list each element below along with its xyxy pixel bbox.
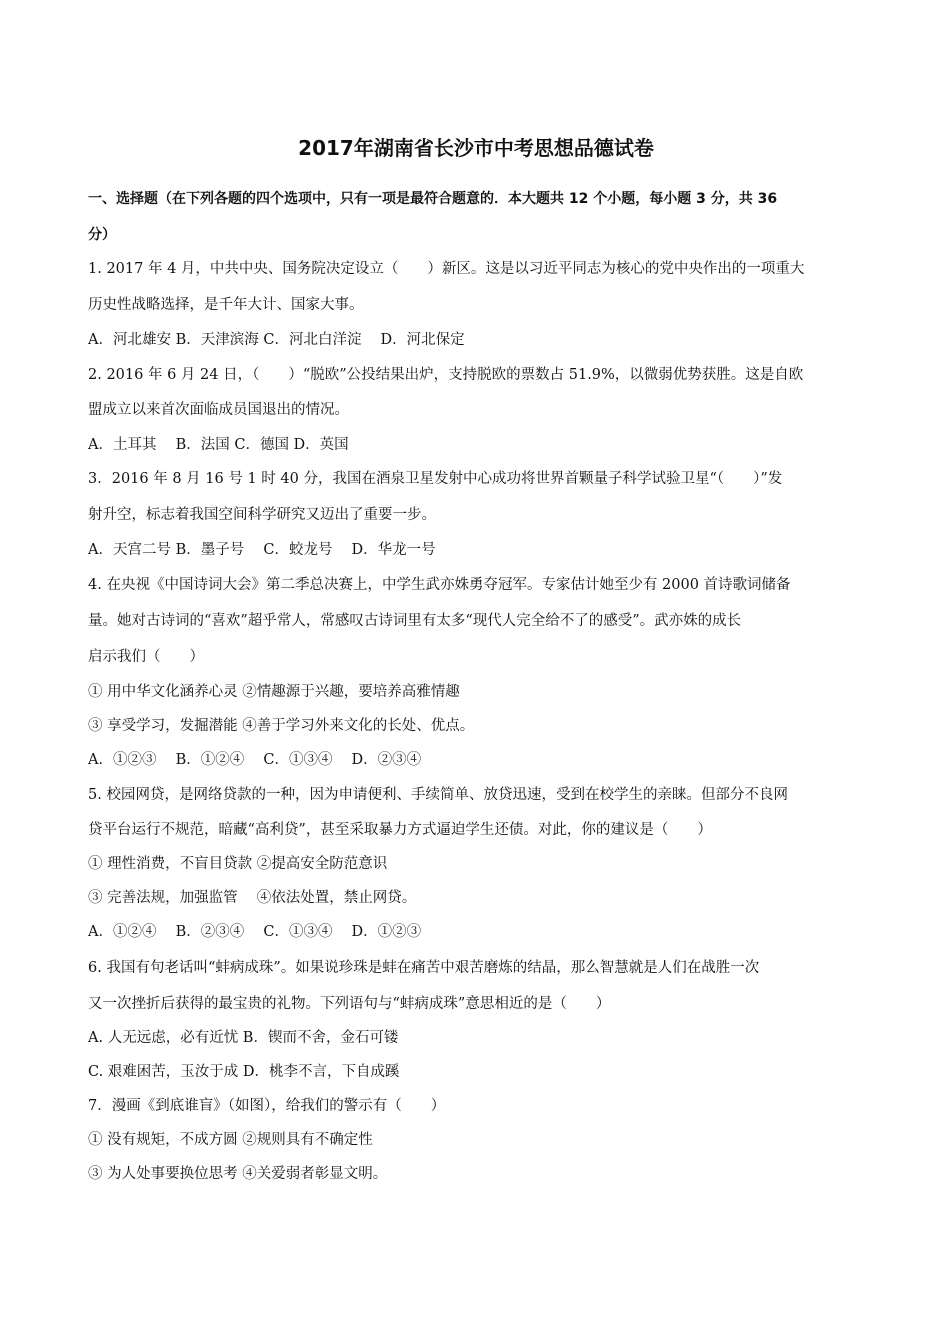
section-heading-line-2: 分）	[88, 227, 116, 243]
question-2-text-line-1: 2. 2016 年 6 月 24 日，（ ）“脱欧”公投结果出炉，支持脱欧的票数占 51.9%，以微弱优势获胜。这是自欧	[88, 367, 804, 383]
question-5-statements-1: ① 理性消费，不盲目贷款 ②提高安全防范意识	[88, 856, 388, 872]
question-5-text-line-1: 5. 校园网贷，是网络贷款的一种，因为申请便利、手续简单、放贷迅速，受到在校学生的亲睐。但部分不良网	[88, 787, 788, 803]
question-2-options: A．土耳其 B．法国 C．德国 D．英国	[88, 437, 349, 453]
question-6-text-line-2: 又一次挫折后获得的最宝贵的礼物。下列语句与“蚌病成珠”意思相近的是（ ）	[88, 996, 611, 1012]
question-3-text-line-1: 3．2016 年 8 月 16 号 1 时 40 分，我国在酒泉卫星发射中心成功将世界首颗量子科学试验卫星“（ ）”发	[88, 471, 783, 487]
question-4-text-line-3: 启示我们（ ）	[88, 649, 204, 665]
question-7-statements-2: ③ 为人处事要换位思考 ④关爱弱者彰显文明。	[88, 1166, 388, 1182]
question-4-text-line-1: 4. 在央视《中国诗词大会》第二季总决赛上，中学生武亦姝勇夺冠军。专家估计她至少有 2000 首诗歌词储备	[88, 577, 791, 593]
question-5-statements-2: ③ 完善法规，加强监管 ④依法处置，禁止网贷。	[88, 890, 417, 906]
question-2-text-line-2: 盟成立以来首次面临成员国退出的情况。	[88, 402, 349, 418]
question-6-options-2: C. 艰难困苦，玉汝于成 D．桃李不言，下自成蹊	[88, 1064, 400, 1080]
page-title: 2017年湖南省长沙市中考思想品德试卷	[298, 136, 654, 160]
question-3-text-line-2: 射升空，标志着我国空间科学研究又迈出了重要一步。	[88, 507, 436, 523]
question-4-text-line-2: 量。她对古诗词的“喜欢”超乎常人，常感叹古诗词里有太多“现代人完全给不了的感受”。武亦姝的成长	[88, 613, 742, 629]
question-3-options: A．天宫二号 B．墨子号 C．蛟龙号 D．华龙一号	[88, 542, 436, 558]
question-4-statements-2: ③ 享受学习，发掘潜能 ④善于学习外来文化的长处、优点。	[88, 718, 475, 734]
question-7-text: 7．漫画《到底谁盲》（如图），给我们的警示有（ ）	[88, 1098, 446, 1114]
question-5-options: A．①②④ B．②③④ C．①③④ D．①②③	[88, 924, 422, 940]
question-1-options: A．河北雄安 B．天津滨海 C．河北白洋淀 D．河北保定	[88, 332, 465, 348]
section-heading-line-1: 一、选择题（在下列各题的四个选项中，只有一项是最符合题意的．本大题共 12 个小题，每小题 3 分，共 36	[88, 191, 778, 207]
question-5-text-line-2: 贷平台运行不规范，暗藏“高利贷”，甚至采取暴力方式逼迫学生还债。对此，你的建议是（ ）	[88, 822, 712, 838]
question-6-options-1: A. 人无远虑，必有近忧 B．锲而不舍，金石可镂	[88, 1030, 399, 1046]
question-7-statements-1: ① 没有规矩，不成方圆 ②规则具有不确定性	[88, 1132, 373, 1148]
question-4-statements-1: ① 用中华文化涵养心灵 ②情趣源于兴趣，要培养高雅情趣	[88, 684, 460, 700]
question-1-text-line-1: 1. 2017 年 4 月，中共中央、国务院决定设立（ ）新区。这是以习近平同志为核心的党中央作出的一项重大	[88, 261, 805, 277]
question-1-text-line-2: 历史性战略选择，是千年大计、国家大事。	[88, 297, 364, 313]
question-4-options: A．①②③ B．①②④ C．①③④ D．②③④	[88, 752, 422, 768]
question-6-text-line-1: 6. 我国有句老话叫“蚌病成珠”。如果说珍珠是蚌在痛苦中艰苦磨炼的结晶，那么智慧就是人们在战胜一次	[88, 960, 760, 976]
